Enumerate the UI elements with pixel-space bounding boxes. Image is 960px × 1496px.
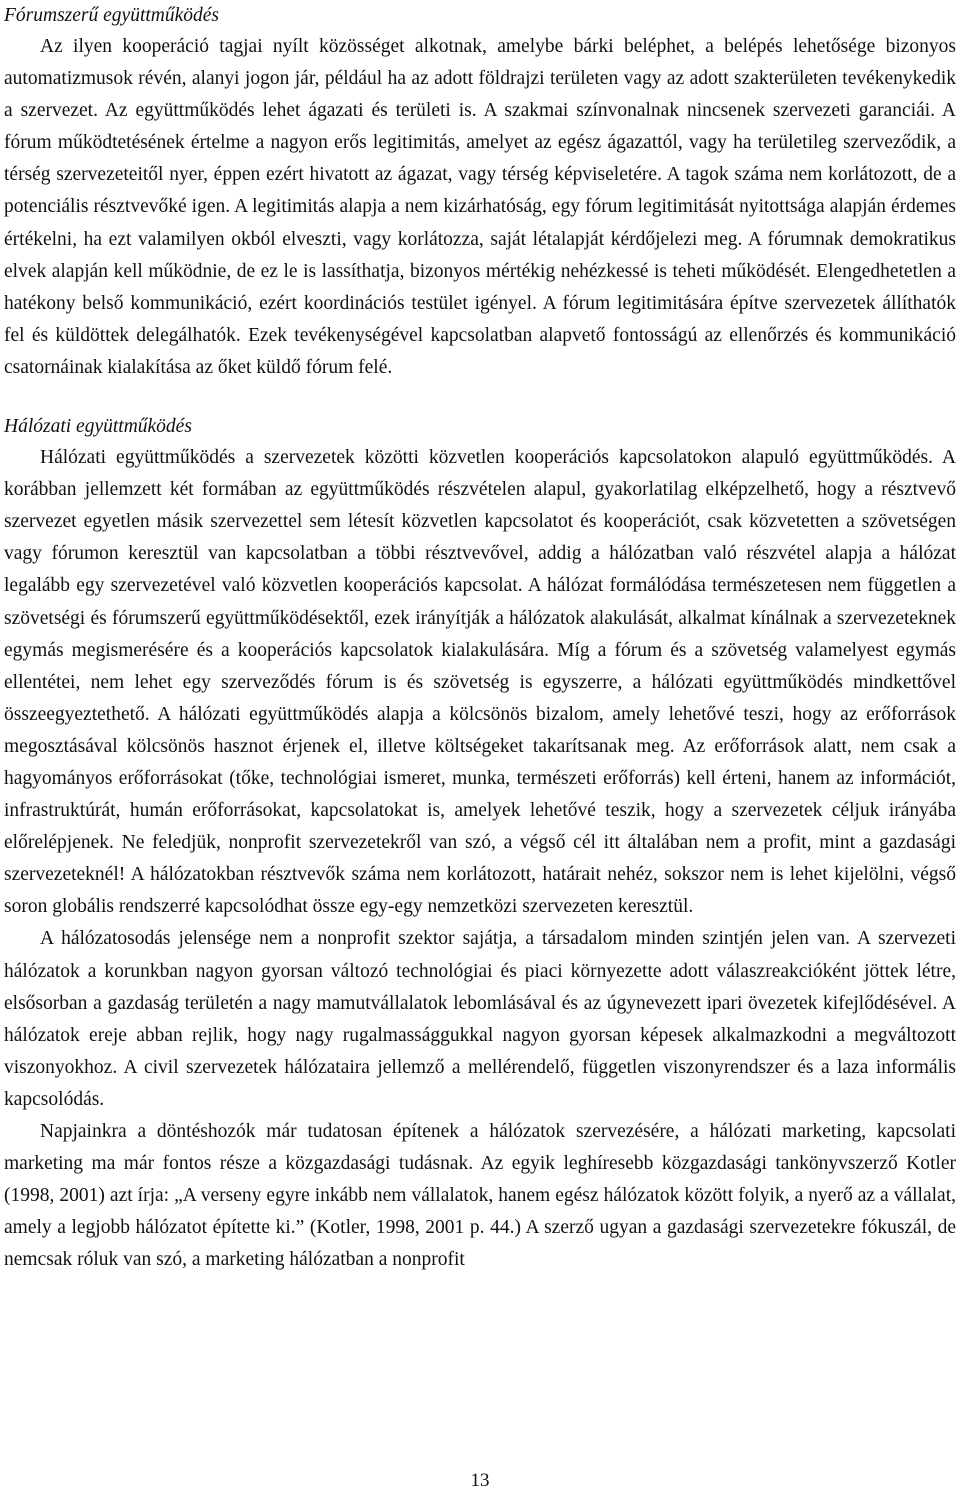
paragraph-network-1: Hálózati együttműködés a szervezetek közötti közvetlen kooperációs kapcsolatokon alapuló együttműködés. A korábban jellemzett két formában az együttműködés részvételen alapul, gyakorlatilag elképzelhető, hogy a résztvevő szervezet egyetlen másik szervezettel sem létesít közvetlen kapcsolatot és kooperációt, csak közvetetten a szövetségen vagy fórumon keresztül van kapcsolatban a többi résztvevővel, addig a hálózatban való részvétel alapja a hálózat legalább egy szervezetével való közvetlen kooperációs kapcsolat. A hálózat formálódása természetesen nem független a szövetségi és fórumszerű együttműködésektől, ezek irányítják a hálózatok alakulását, alkalmat kínálnak a szervezeteknek egymás megismerésére és a kooperációs kapcsolatok kialakulására. Míg a fórum és a szövetség valamelyest egymás ellentétei, nem lehet egy szerveződés fórum is és szövetség is egyszerre, a hálózati együttműködés mindkettővel összeegyeztethető. A hálózati együttműködés alapja a kölcsönös bizalom, amely lehetővé teszi, hogy az erőforrások megosztásával kölcsönös hasznot érjenek el, illetve költségeket takarítsanak meg. Az erőforrások alatt, nem csak a hagyományos erőforrásokat (tőke, technológiai ismeret, munka, természeti erőforrás) kell érteni, hanem az információt, infrastruktúrát, humán erőforrásokat, kapcsolatokat is, amelyek lehetővé teszik, hogy a szervezetek céljuk irányába előrelépjenek. Ne feledjük, nonprofit szervezetekről van szó, a végső cél itt általában nem a profit, mint a gazdasági szervezeteknél! A hálózatokban résztvevők száma nem korlátozott, határait nehéz, sokszor nem is lehet kijelölni, végső soron globális rendszerré kapcsolódhat össze egy-egy nemzetközi szervezeten keresztül. [4,447,956,918]
paragraph-network-3: Napjainkra a döntéshozók már tudatosan építenek a hálózatok szervezésére, a hálózati marketing, kapcsolati marketing ma már fontos része a közgazdasági tudásnak. Az egyik leghíresebb közgazdasági tankönyvszerző Kotler (1998, 2001) azt írja: „A verseny egyre inkább nem vállalatok, hanem egész hálózatok között folyik, a nyerő az a vállalat, amely a legjobb hálózatot építette ki.” (Kotler, 1998, 2001 p. 44.) A szerző ugyan a gazdasági szervezetekre fókuszál, de nemcsak róluk van szó, a marketing hálózatban a nonprofit [4,1121,956,1271]
section-heading-forum: Fórumszerű együttműködés [4,5,220,26]
page-number: 13 [470,1470,490,1491]
paragraph-network-2: A hálózatosodás jelensége nem a nonprofit szektor sajátja, a társadalom minden szintjén jelen van. A szervezeti hálózatok a korunkban nagyon gyorsan változó technológiai és piaci környezette adott válaszreakcióként jöttek létre, elsősorban a gazdaság területén a nagy mamutvállalatok lebomlásával és az úgynevezett ipari övezetek kifejlődésével. A hálózatok ereje abban rejlik, hogy nagy rugalmassággukkal nagyon gyorsan képesek alkalmazkodni a megváltozott viszonyokhoz. A civil szervezetek hálózataira jellemző a mellérendelő, független viszonyrendszer és a laza informális kapcsolódás. [4,928,956,1110]
section-heading-network: Hálózati együttműködés [4,416,192,438]
paragraph-forum-1: Az ilyen kooperáció tagjai nyílt közösséget alkotnak, amelybe bárki beléphet, a belépés lehetősége bizonyos automatizmusok révén, alanyi jogon jár, például ha az adott földrajzi területen vagy az adott szakterületen tevékenykedik a szervezet. Az együttműködés lehet ágazati és területi is. A szakmai színvonalnak nincsenek szervezeti garanciái. A fórum működtetésének értelme a nagyon erős legitimitás, amelyet az egész ágazattól, vagy ha területileg szerveződik, a térség szervezeteitől nyer, éppen ezért hivatott az ágazat, vagy térség képviseletére. A tagok száma nem korlátozott, de a potenciális résztvevőké igen. A legitimitás alapja a nem kizárhatóság, egy fórum legitimitását nyitottsága alapján érdemes értékelni, ha ezt valamilyen okból elveszti, vagy korlátozza, saját létalapját kérdőjelezi meg. A fórumnak demokratikus elvek alapján kell működnie, de ez le is lassíthatja, bizonyos mértékig nehézkessé is teheti működését. Elengedhetetlen a hatékony belső kommunikáció, ezért koordinációs testület igényel. A fórum legitimitására építve szervezetek állíthatók fel és küldöttek delegálhatók. Ezek tevékenységével kapcsolatban alapvető fontosságú az ellenőrzés és kommunikáció csatornáinak kialakítása az őket küldő fórum felé. [4,36,956,378]
document-page [4,0,956,1276]
